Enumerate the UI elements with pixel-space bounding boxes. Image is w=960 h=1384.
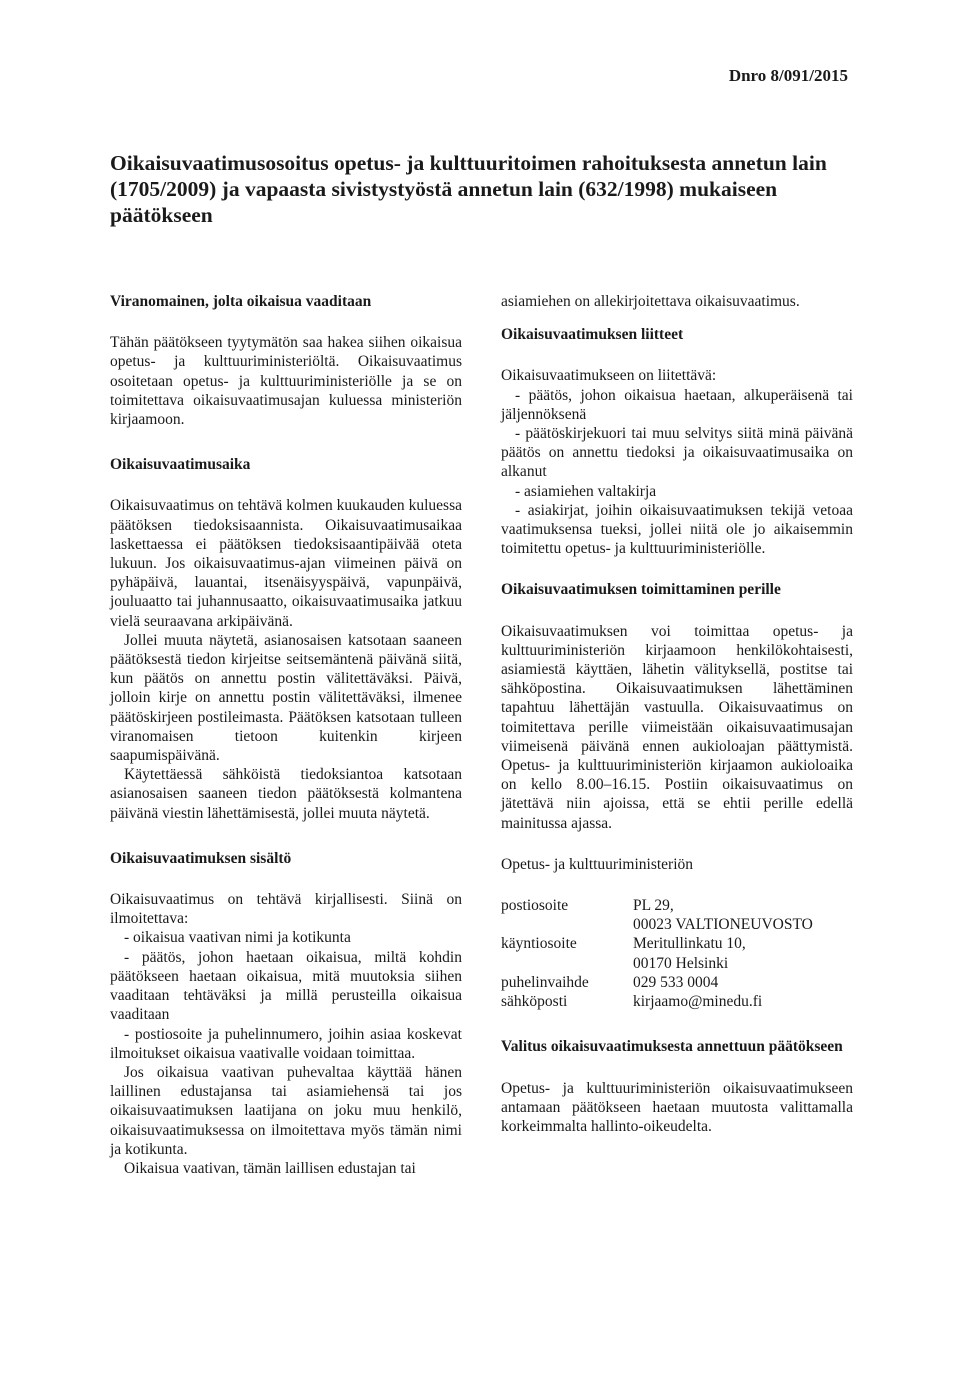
document-title: Oikaisuvaatimusosoitus opetus- ja kulttuuritoimen rahoituksesta annetun lain (1705/2009) ja vapaasta sivistystyöstä annetun lain (632/1998) mukaiseen päätökseen: [110, 151, 827, 227]
viranomainen-text: Tähän päätökseen tyytymätön saa hakea siihen oikaisua opetus- ja kulttuuriministeriöltä. Oikaisuvaatimus osoitetaan opetus- ja kulttuuriministeriölle ja se on toimitettava oikaisuvaatimusajan kuluessa ministeriön kirjaamoon.: [110, 334, 462, 429]
contact-label: sähköposti: [501, 993, 568, 1011]
contact-label: käyntiosoite: [501, 935, 577, 953]
contact-value: Meritullinkatu 10,: [633, 935, 746, 953]
ministry-name: Opetus- ja kulttuuriministeriön: [501, 855, 694, 873]
heading-oikaisuvaatimusaika: Oikaisuvaatimusaika: [110, 456, 251, 474]
liitteet-item: - päätöskirjekuori tai muu selvitys siitä minä päivänä päätös on annettu tiedoksi ja oikaisuvaatimusaika on alkanut: [501, 425, 853, 481]
contact-email[interactable]: kirjaamo@minedu.fi: [633, 993, 763, 1011]
left-column: [110, 292, 462, 1178]
sisalto-intro: Oikaisuvaatimus on tehtävä kirjallisesti. Siinä on ilmoitettava:: [110, 891, 462, 928]
sisalto-allekirjoitus: Oikaisua vaativan, tämän laillisen edustajan tai: [124, 1159, 416, 1177]
heading-viranomainen: Viranomainen, jolta oikaisua vaaditaan: [110, 293, 372, 310]
aika-paragraph-3: Käytettäessä sähköistä tiedoksiantoa katsotaan asianosaisen saaneen tiedon päätöksestä kolmantena päivänä viestin lähettämisestä, jollei muuta näytetä.: [110, 766, 462, 822]
right-column: [501, 292, 853, 1136]
contact-value: PL 29,: [633, 897, 674, 915]
sisalto-item: - postiosoite ja puhelinnumero, joihin asiaa koskevat ilmoitukset oikaisua vaativalle voidaan toimittaa.: [110, 1025, 462, 1062]
liitteet-item: - asiamiehen valtakirja: [515, 482, 657, 500]
contact-label: puhelinvaihde: [501, 973, 589, 991]
contact-label: [501, 915, 633, 934]
heading-sisalto: Oikaisuvaatimuksen sisältö: [110, 849, 292, 867]
contact-value: 029 533 0004: [633, 973, 719, 991]
document-number: Dnro 8/091/2015: [728, 66, 848, 85]
continued-text: asiamiehen on allekirjoitettava oikaisuvaatimus.: [501, 293, 800, 310]
liitteet-item: - asiakirjat, joihin oikaisuvaatimuksen tekijä vetoaa vaatimuksensa tueksi, jollei niitä ole jo aikaisemmin toimitettu opetus- ja kulttuuriministeriölle.: [501, 501, 853, 558]
heading-liitteet: Oikaisuvaatimuksen liitteet: [501, 326, 684, 344]
heading-toimittaminen: Oikaisuvaatimuksen toimittaminen perille: [501, 581, 781, 599]
liitteet-item: - päätös, johon oikaisua haetaan, alkuperäisenä tai jäljennöksenä: [501, 386, 853, 423]
heading-valitus: Valitus oikaisuvaatimuksesta annettuun päätökseen: [501, 1038, 843, 1056]
contact-label: postiosoite: [501, 897, 569, 915]
sisalto-item: - oikaisua vaativan nimi ja kotikunta: [124, 929, 351, 947]
toimittaminen-text: Oikaisuvaatimuksen voi toimittaa opetus- ja kulttuuriministeriön kirjaamoon henkilökohtaisesti, asiamiestä käyttäen, lähetin välityksellä, postitse tai sähköpostina. Oikaisuvaatimuksen lähettäminen tapahtuu lähettäjän vastuulla. Oikaisuvaatimus on toimitettava perille viimeistään oikaisuvaatimusajan viimeisenä päivänä ennen aukioloajan päättymistä. Opetus- ja kulttuuriministeriön kirjaamon aukioloaika on kello 8.00–16.15. Postiin oikaisuvaatimus on jätettävä niin ajoissa, että se ehtii perille edellä mainitussa ajassa.: [501, 622, 853, 832]
valitus-text: Opetus- ja kulttuuriministeriön oikaisuvaatimukseen antamaan päätökseen haetaan muutosta valittamalla korkeimmalta hallinto-oikeudelta.: [501, 1079, 853, 1135]
contact-value: 00170 Helsinki: [633, 954, 729, 972]
contact-value: 00023 VALTIONEUVOSTO: [633, 916, 813, 934]
contact-label: [501, 954, 633, 973]
sisalto-item: - päätös, johon haetaan oikaisua, miltä kohdin päätökseen haetaan oikaisua, mitä muutoksia siihen vaaditaan tehtäväksi ja millä perusteilla oikaisua vaaditaan: [110, 948, 462, 1024]
liitteet-intro: Oikaisuvaatimukseen on liitettävä:: [501, 367, 717, 385]
sisalto-edustaja: Jos oikaisua vaativan puhevaltaa käyttää hänen laillinen edustajansa tai asiamiehensä tai jos oikaisuvaatimuksen laatijana on joku muu henkilö, oikaisuvaatimuksessa on ilmoitettava myös tämän nimi ja kotikunta.: [110, 1063, 462, 1158]
aika-paragraph-2: Jollei muuta näytetä, asianosaisen katsotaan saaneen päätöksestä tiedon kirjeitse seitsemäntenä päivänä siitä, kun päätös on annettu postin välitettäväksi. Päivä, jolloin kirje on annettu postin välitettäväksi, ilmenee päätöskirjeen postileimasta. Päätöksen katsotaan tulleen viranomaisen tietoon kuitenkin kirjeen saapumispäivänä.: [110, 631, 462, 765]
ministry-contact-table: [501, 896, 853, 1011]
aika-paragraph-1: Oikaisuvaatimus on tehtävä kolmen kuukauden kuluessa päätöksen tiedoksisaannista. Oikaisuvaatimusaikaa laskettaessa ei päätöksen tiedoksisaantipäivää oteta lukuun. Jos oikaisuvaatimus-ajan viimeinen päivä on pyhäpäivä, lauantai, itsenäisyyspäivä, vapunpäivä, jouluaatto tai juhannusaatto, oikaisuvaatimusaika jatkuu vielä seuraavana arkipäivänä.: [110, 497, 462, 630]
